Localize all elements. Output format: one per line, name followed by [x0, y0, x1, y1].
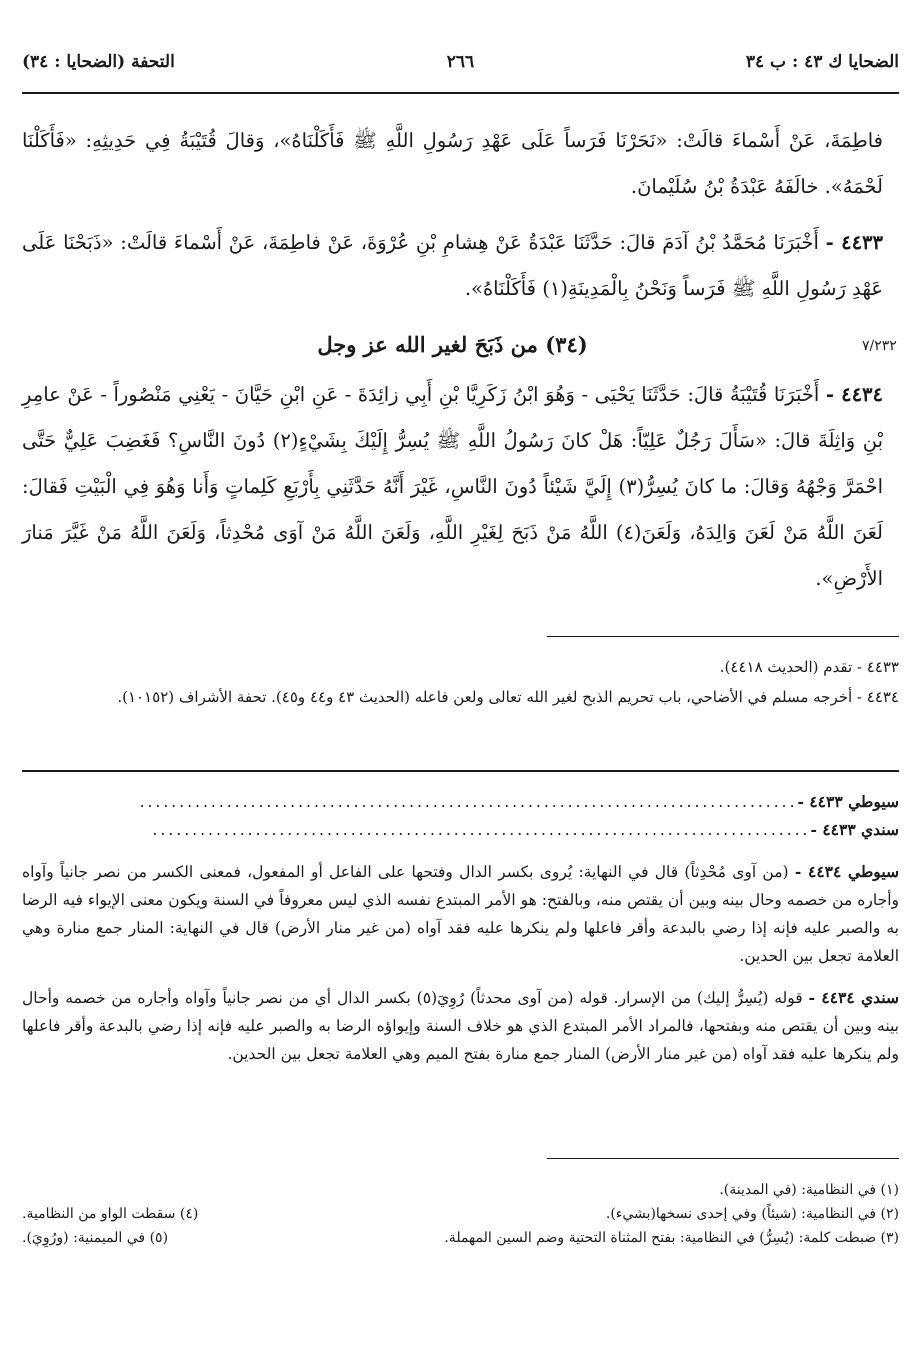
hadith-4433 [22, 220, 883, 312]
hadith-4433-text: أَخْبَرَنَا مُحَمَّدُ بْنُ آدَمَ قالَ: حَدَّثَنَا عَبْدَةُ عَنْ هِشامِ بْنِ عُرْوَةَ، عَنْ فاطِمَةَ، عَنْ أَسْماءَ قالَتْ: «ذَبَحْنَا عَلَى عَهْدِ رَسُولِ اللَّهِ ﷺ فَرَساً وَنَحْنُ بِالْمَدِينَةِ(١) فَأَكَلْنَاهُ». [22, 231, 883, 300]
leader-dots: ................................................................................... [139, 793, 798, 811]
footnote-1: (١) في النظامية: (في المدينة). [719, 1182, 899, 1198]
footnotes [22, 1178, 899, 1250]
sindi-4434-label: سندي ٤٤٣٤ - [808, 988, 899, 1007]
takhrij-notes [22, 652, 899, 712]
sindi-4433-label: سندي ٤٤٣٣ - [810, 820, 899, 839]
footnote-row [22, 1178, 899, 1202]
header-section: الضحايا ك ٤٣ : ب ٣٤ [745, 52, 899, 72]
suyuti-4434-label: سيوطي ٤٤٣٤ - [794, 862, 899, 881]
suyuti-4434 [22, 858, 899, 970]
header-rule [22, 92, 899, 94]
header-book-title: التحفة (الضحايا : ٣٤) [22, 52, 175, 72]
leader-dots: ................................................................................... [152, 821, 811, 839]
sindi-4434 [22, 984, 899, 1068]
hadith-number: ٤٤٣٣ - [825, 231, 883, 254]
suyuti-4433-label: سيوطي ٤٤٣٣ - [797, 792, 899, 811]
takhrij-rule [547, 636, 899, 637]
sindi-4434-text: قوله (يُسِرُّ إليك) من الإسرار. قوله (من آوى محدثاً) رُوِيَ(٥) بكسر الدال أي من نصر جانياً وآواه وأجاره من خصمه وأحال بينه وبين أن يقتص منه وبفتحها، فالمراد الأمر المبتدع الذي هو خلاف السنة وإيواؤه الرضا به والصبر عليه فإنه إذا رضي بالبدعة وأقر فاعلها ولم ينكرها عليه فقد آواه (من غير منار الأرض) المنار جمع منارة بفتح الميم وهي العلامة تجعل بين الحدين. [22, 989, 899, 1063]
running-header [22, 52, 899, 82]
page-number: ٢٦٦ [446, 52, 475, 72]
hadith-text [22, 118, 883, 602]
hadith-4434 [22, 372, 883, 602]
margin-reference: ٧/٢٣٢ [862, 338, 897, 354]
footnote-4: (٤) سقطت الواو من النظامية. [22, 1206, 199, 1222]
footnote-2: (٢) في النظامية: (شيئاً) وفي إحدى نسخها(بشيء). [605, 1206, 899, 1222]
footnote-5: (٥) في الميمنية: (ورُوِيَ). [22, 1230, 169, 1246]
commentary-rule [22, 770, 899, 772]
footnote-rule [547, 1158, 899, 1159]
commentary-row [22, 816, 899, 844]
footnote-row [22, 1202, 899, 1226]
hadith-4434-text: أَخْبَرَنَا قُتَيْبَةُ قالَ: حَدَّثَنَا يَحْيَى - وَهُوَ ابْنُ زَكَرِيَّا بْنِ أَبِي زائِدَةَ - عَنِ ابْنِ حَيَّانَ - يَعْنِي مَنْصُوراً - عَنْ عامِرِ بْنِ وَاثِلَةَ قالَ: «سَأَلَ رَجُلٌ عَلِيّاً: هَلْ كانَ رَسُولُ اللَّهِ ﷺ يُسِرُّ إِلَيْكَ بِشَيْءٍ(٢) دُونَ النَّاسِ؟ فَغَضِبَ عَلِيٌّ حَتَّى احْمَرَّ وَجْهُهُ وَقالَ: ما كانَ يُسِرُّ(٣) إِلَيَّ شَيْئاً دُونَ النَّاسِ، غَيْرَ أَنَّهُ حَدَّثَنِي بِأَرْبَعِ كَلِماتٍ وَأَنا وَهُوَ فِي الْبَيْتِ فَقالَ: لَعَنَ اللَّهُ مَنْ لَعَنَ وَالِدَهُ، وَلَعَنَ(٤) اللَّهُ مَنْ ذَبَحَ لِغَيْرِ اللَّهِ، وَلَعَنَ اللَّهُ مَنْ آوَى مُحْدِثاً، وَلَعَنَ اللَّهُ مَنْ غَيَّرَ مَنارَ الأَرْضِ». [22, 383, 884, 590]
hadith-number: ٤٤٣٤ - [825, 383, 883, 406]
hadith-continuation: فاطِمَةَ، عَنْ أَسْماءَ قالَتْ: «نَحَرْنَا فَرَساً عَلَى عَهْدِ رَسُولِ اللَّهِ ﷺ فَأَكَلْنَاهُ»، وَقالَ قُتَيْبَةُ فِي حَدِيثِهِ: «فَأَكَلْنَا لَحْمَهُ». خالَفَهُ عَبْدَةُ بْنُ سُلَيْمانَ. [22, 129, 883, 198]
chapter-heading: (٣٤) من ذَبَحَ لغير الله عز وجل [317, 332, 588, 357]
suyuti-4434-text: (من آوى مُحْدِثاً) قال في النهاية: يُروى بكسر الدال وفتحها على الفاعل أو المفعول، فمعنى الكسر من نصر جانياً وآواه وأجاره من خصمه وحال بينه وبين أن يقتص منه، وبالفتح: هو الأمر المبتدع نفسه الذي ليس معروفاً في السنة ويكون معنى الإيواء فيه الرضا به والصبر عليه فإنه إذا رضي بالبدعة وأقر فاعلها ولم ينكرها عليه فقد آواه (من غير منار الأرض) قال في النهاية: المنار جمع منارة وهي العلامة تجعل بين الحدين. [22, 863, 899, 965]
footnote-3: (٣) ضبطت كلمة: (يُسِرُّ) في النظامية: بفتح المثناة التحتية وضم السين المهملة. [444, 1230, 899, 1246]
takhrij-4433: ٤٤٣٣ - تقدم (الحديث ٤٤١٨). [719, 658, 899, 676]
footnote-row [22, 1226, 899, 1250]
commentary-row [22, 788, 899, 816]
takhrij-4434: ٤٤٣٤ - أخرجه مسلم في الأضاحي، باب تحريم الذبح لغير الله تعالى ولعن فاعله (الحديث ٤٣ و٤٤ و٤٥). تحفة الأشراف (١٠١٥٢). [117, 688, 899, 706]
commentary-section [22, 788, 899, 1068]
